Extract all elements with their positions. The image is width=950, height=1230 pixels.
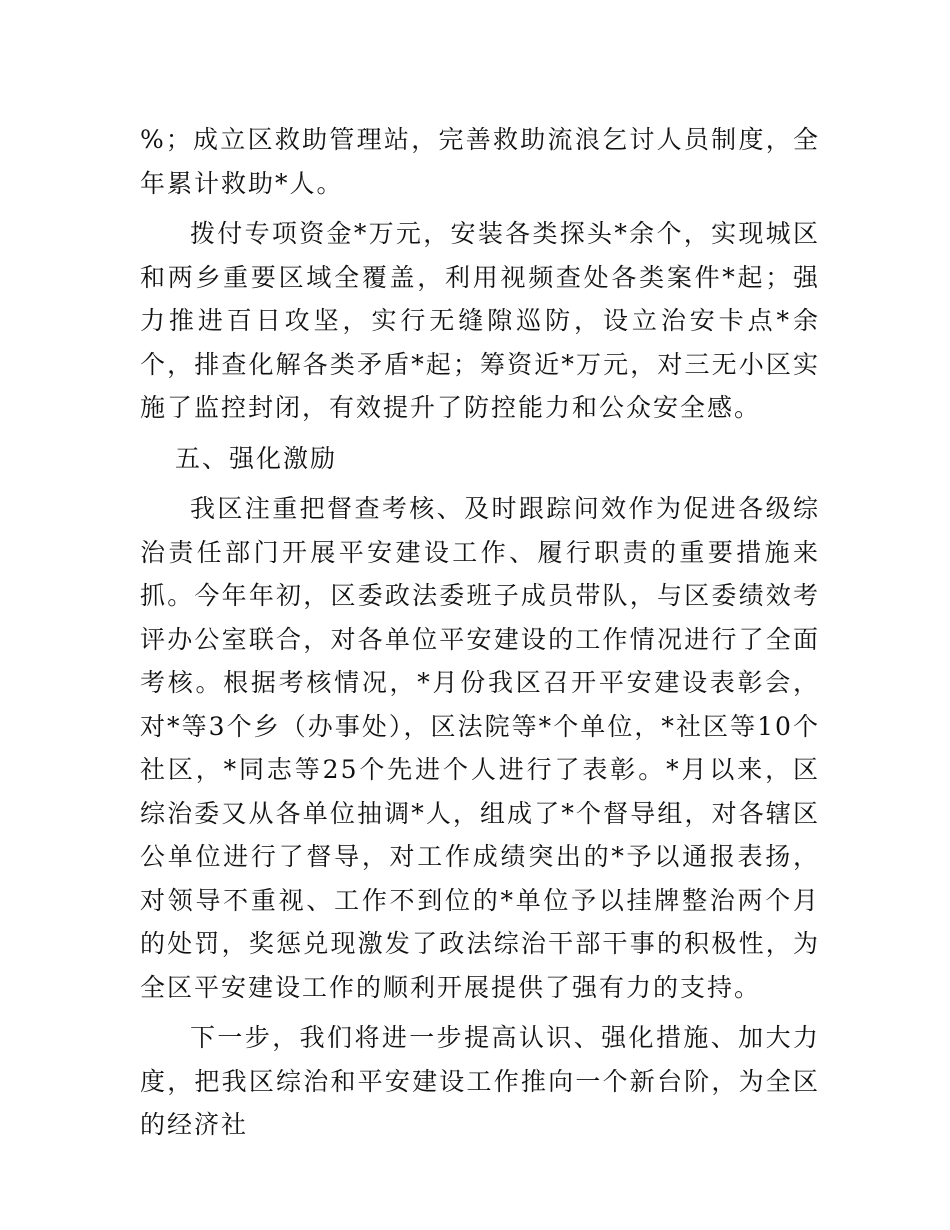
paragraph-relief-station: %；成立区救助管理站，完善救助流浪乞讨人员制度，全年累计救助*人。	[140, 125, 820, 198]
paragraph-surveillance-funding: 拨付专项资金*万元，安装各类探头*余个，实现城区和两乡重要区域全覆盖，利用视频查处各类案件*起；强力推进百日攻坚，实行无缝隙巡防，设立治安卡点*余个，排查化解各类矛盾*起；筹资近*万元，对三无小区实施了监控封闭，有效提升了防控能力和公众安全感。	[140, 219, 820, 422]
document-body	[140, 118, 820, 1154]
paragraph-next-steps: 下一步，我们将进一步提高认识、强化措施、加大力度，把我区综治和平安建设工作推向一个新台阶，为全区的经济社	[140, 1023, 820, 1139]
paragraph-assessment: 我区注重把督查考核、及时跟踪问效作为促进各级综治责任部门开展平安建设工作、履行职责的重要措施来抓。今年年初，区委政法委班子成员带队，与区委绩效考评办公室联合，对各单位平安建设的工作情况进行了全面考核。根据考核情况，*月份我区召开平安建设表彰会，对*等3个乡（办事处），区法院等*个单位，*社区等10个社区，*同志等25个先进个人进行了表彰。*月以来，区综治委又从各单位抽调*人，组成了*个督导组，对各辖区公单位进行了督导，对工作成绩突出的*予以通报表扬，对领导不重视、工作不到位的*单位予以挂牌整治两个月的处罚，奖惩兑现激发了政法综治干部干事的积极性，为全区平安建设工作的顺利开展提供了强有力的支持。	[140, 494, 820, 1002]
section-heading-incentives: 五、强化激励	[175, 443, 338, 473]
